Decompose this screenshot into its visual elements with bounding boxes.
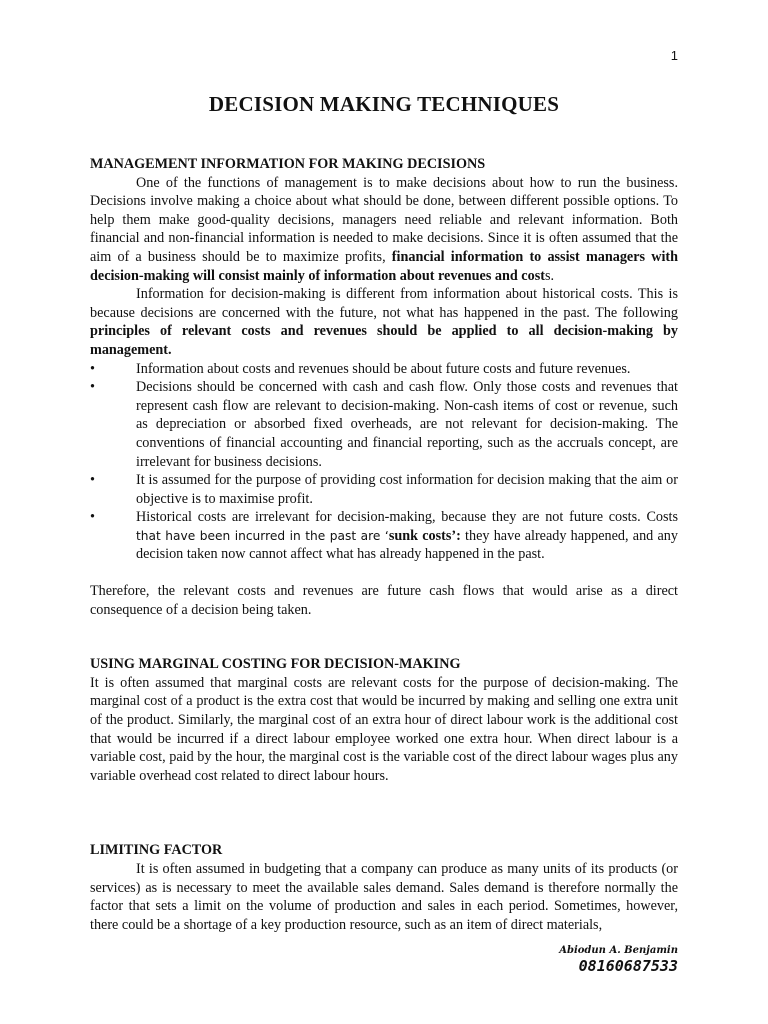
section-heading-marginal-costing: USING MARGINAL COSTING FOR DECISION-MAKING bbox=[90, 656, 461, 673]
spacer bbox=[90, 564, 678, 582]
paragraph-marginal-costing: It is often assumed that marginal costs are relevant costs for the purpose of decision-making. The marginal cost of a product is the extra cost that would be incurred by making and selling one extra unit of the product. Similarly, the marginal cost of an extra hour of direct labour work is the additional cost that would be incurred if a direct labour employee worked one extra hour. When direct labour is a variable cost, paid by the hour, the marginal cost is the variable cost of the direct labour wages plus any variable overhead cost related to direct labour hours. bbox=[90, 674, 678, 784]
page-number: 1 bbox=[670, 48, 678, 63]
spacer bbox=[90, 785, 678, 841]
bullet-icon: • bbox=[90, 472, 95, 489]
spacer bbox=[90, 619, 678, 655]
document-body bbox=[90, 155, 678, 934]
list-item: • Information about costs and revenues should be about future costs and future revenues. bbox=[90, 360, 631, 377]
bold-financial-information: financial information to assist managers with decision-making will consist mainly of information about revenues and cost bbox=[90, 248, 679, 284]
principles-list bbox=[90, 360, 678, 565]
bullet-icon: • bbox=[90, 509, 95, 526]
bold-sunk-costs: sunk costs’: bbox=[388, 527, 461, 544]
bold-principles-of-relevant-costs: principles of relevant costs and revenues should be applied to all decision-making by management. bbox=[90, 323, 678, 358]
paragraph-functions-of-management: One of the functions of management is to make decisions about how to run the business. Decisions involve making a choice about what should be done, between different possible options. To help them make good-quality decisions, managers need reliable and relevant information. Both financial and non-financial information is needed to make decisions. Since it is often assumed that the aim of a business should be to maximize profits, financial information to assist managers with decision-making will consist mainly of information about revenues and costs. bbox=[90, 174, 679, 284]
page-footer bbox=[559, 945, 678, 975]
section-heading-limiting-factor: LIMITING FACTOR bbox=[90, 842, 223, 859]
section-heading-management-information: MANAGEMENT INFORMATION FOR MAKING DECISIONS bbox=[90, 156, 486, 172]
document-title: DECISION MAKING TECHNIQUES bbox=[208, 92, 560, 116]
list-item: • It is assumed for the purpose of providing cost information for decision making that the aim or objective is to maximise profit. bbox=[90, 472, 678, 507]
author-name: Abiodun A. Benjamin bbox=[559, 945, 678, 956]
bullet-icon: • bbox=[90, 360, 95, 377]
list-item: • Historical costs are irrelevant for decision-making, because they are not future costs. Costs that have been incurred in the past are ‘sunk costs’: they have already happened, and any decision taken now cannot affect what has already happened in the past. bbox=[90, 509, 678, 563]
paragraph-conclusion: Therefore, the relevant costs and revenues are future cash flows that would arise as a direct consequence of a decision being taken. bbox=[90, 583, 678, 618]
sunk-costs-lead-in: that have been incurred in the past are ‘ bbox=[136, 528, 389, 543]
bullet-icon: • bbox=[90, 379, 95, 396]
paragraph-information-for-decision-making: Information for decision-making is different from information about historical costs. This is because decisions are concerned with the future, not what has happened in the past. The following principles of relevant costs and revenues should be applied to all decision-making by management. bbox=[90, 286, 678, 358]
paragraph-limiting-factor: It is often assumed in budgeting that a company can produce as many units of its products (or services) as is necessary to meet the available sales demand. Sales demand is therefore normally the factor that sets a limit on the volume of production and sales in each period. Sometimes, however, there could be a shortage of a key production resource, such as an item of direct materials, bbox=[90, 861, 678, 933]
author-phone: 08160687533 bbox=[578, 957, 678, 975]
list-item: • Decisions should be concerned with cash and cash flow. Only those costs and revenues that represent cash flow are relevant to decision-making. Non-cash items of cost or revenue, such as depreciation or absorbed fixed overheads, are not relevant for decision-making. The conventions of financial accounting and financial reporting, such as the accruals concept, are irrelevant for business decisions. bbox=[90, 379, 678, 470]
